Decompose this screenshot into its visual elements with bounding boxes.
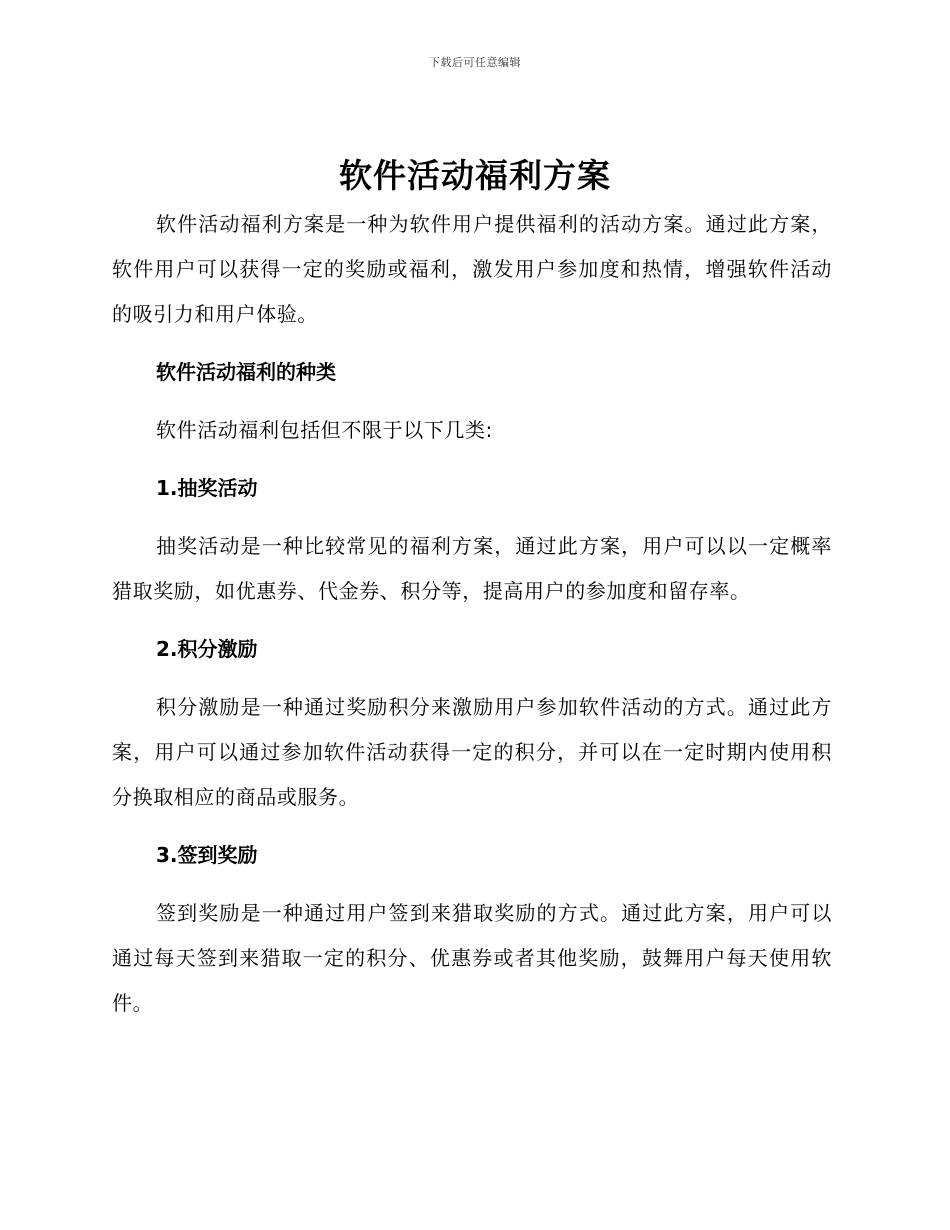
types-heading: 软件活动福利的种类 [156,360,336,384]
lottery-paragraph: 抽奖活动是一种比较常见的福利方案，通过此方案，用户可以以一定概率猎取奖励，如优惠券、代金券、积分等，提高用户的参加度和留存率。 [112,534,832,603]
document-body [112,202,832,1026]
checkin-paragraph: 签到奖励是一种通过用户签到来猎取奖励的方式。通过此方案，用户可以通过每天签到来猎取一定的积分、优惠券或者其他奖励，鼓舞用户每天使用软件。 [112,901,832,1015]
types-intro-paragraph: 软件活动福利包括但不限于以下几类: [156,418,493,442]
intro-paragraph: 软件活动福利方案是一种为软件用户提供福利的活动方案。通过此方案，软件用户可以获得一定的奖励或福利，激发用户参加度和热情，增强软件活动的吸引力和用户体验。 [112,212,832,326]
checkin-heading: 3.签到奖励 [156,843,258,867]
lottery-heading: 1.抽奖活动 [156,476,258,500]
points-heading: 2.积分激励 [156,637,258,661]
document-title: 软件活动福利方案 [339,156,611,195]
header-note: 下载后可任意编辑 [429,56,521,69]
points-paragraph: 积分激励是一种通过奖励积分来激励用户参加软件活动的方式。通过此方案，用户可以通过参加软件活动获得一定的积分，并可以在一定时期内使用积分换取相应的商品或服务。 [112,695,832,809]
